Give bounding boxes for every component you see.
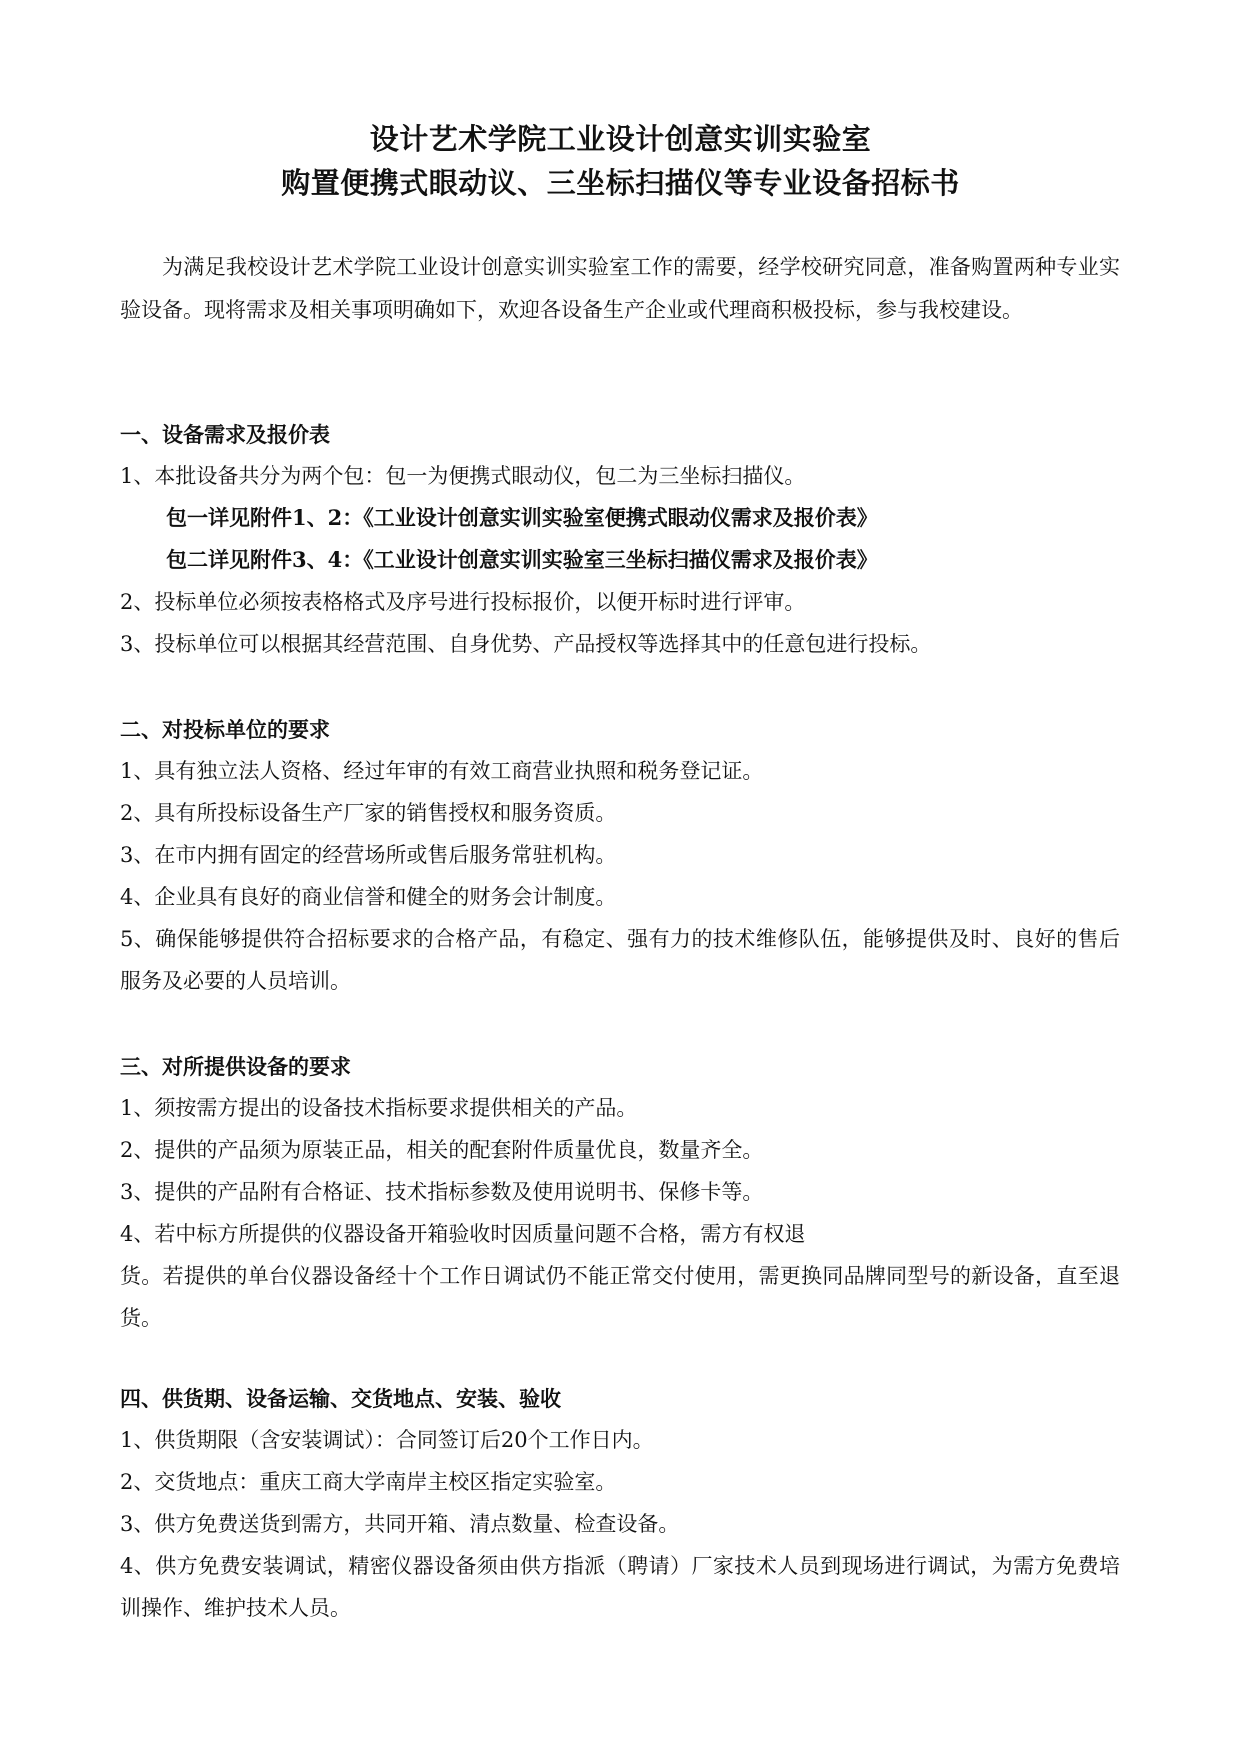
section-delivery-installation [120, 1378, 1120, 1629]
document-title-line-1: 设计艺术学院工业设计创意实训实验室 [369, 122, 872, 156]
list-item: 5、确保能够提供符合招标要求的合格产品，有稳定、强有力的技术维修队伍，能够提供及时、良好的售后服务及必要的人员培训。 [120, 927, 1120, 993]
list-item: 货。若提供的单台仪器设备经十个工作日调试仍不能正常交付使用，需更换同品牌同型号的新设备，直至退货。 [120, 1264, 1120, 1330]
list-item: 4、企业具有良好的商业信誉和健全的财务会计制度。 [120, 885, 617, 909]
document-title-line-2: 购置便携式眼动议、三坐标扫描仪等专业设备招标书 [281, 166, 960, 200]
list-item: 1、供货期限（含安装调试）：合同签订后20个工作日内。 [120, 1428, 654, 1452]
list-item: 2、具有所投标设备生产厂家的销售授权和服务资质。 [120, 801, 617, 825]
package-two-reference: 包二详见附件3、4：《工业设计创意实训实验室三坐标扫描仪需求及报价表》 [166, 547, 878, 572]
section-equipment-requirements [120, 414, 1120, 665]
list-item: 3、供方免费送货到需方，共同开箱、清点数量、检查设备。 [120, 1512, 680, 1536]
section-heading: 二、对投标单位的要求 [120, 717, 330, 742]
list-item: 3、提供的产品附有合格证、技术指标参数及使用说明书、保修卡等。 [120, 1180, 764, 1204]
list-item: 1、本批设备共分为两个包：包一为便携式眼动仪，包二为三坐标扫描仪。 [120, 464, 806, 488]
list-item: 1、须按需方提出的设备技术指标要求提供相关的产品。 [120, 1096, 638, 1120]
list-item: 1、具有独立法人资格、经过年审的有效工商营业执照和税务登记证。 [120, 759, 764, 783]
section-heading: 一、设备需求及报价表 [120, 422, 330, 447]
list-item: 3、在市内拥有固定的经营场所或售后服务常驻机构。 [120, 843, 617, 867]
section-heading: 四、供货期、设备运输、交货地点、安装、验收 [120, 1386, 561, 1411]
list-item: 4、供方免费安装调试，精密仪器设备须由供方指派（聘请）厂家技术人员到现场进行调试，为需方免费培训操作、维护技术人员。 [120, 1554, 1120, 1620]
package-one-reference: 包一详见附件1、2：《工业设计创意实训实验室便携式眼动仪需求及报价表》 [166, 505, 878, 530]
section-heading: 三、对所提供设备的要求 [120, 1054, 351, 1079]
list-item: 2、投标单位必须按表格格式及序号进行投标报价，以便开标时进行评审。 [120, 590, 806, 614]
list-item: 2、提供的产品须为原装正品，相关的配套附件质量优良，数量齐全。 [120, 1138, 764, 1162]
section-bidder-requirements [120, 709, 1120, 1002]
list-item: 3、投标单位可以根据其经营范围、自身优势、产品授权等选择其中的任意包进行投标。 [120, 632, 932, 656]
list-item: 2、交货地点：重庆工商大学南岸主校区指定实验室。 [120, 1470, 617, 1494]
intro-paragraph: 为满足我校设计艺术学院工业设计创意实训实验室工作的需要，经学校研究同意，准备购置两种专业实验设备。现将需求及相关事项明确如下，欢迎各设备生产企业或代理商积极投标，参与我校建设。 [120, 255, 1120, 322]
section-equipment-quality-requirements [120, 1046, 1120, 1339]
list-item: 4、若中标方所提供的仪器设备开箱验收时因质量问题不合格，需方有权退 [120, 1222, 806, 1246]
